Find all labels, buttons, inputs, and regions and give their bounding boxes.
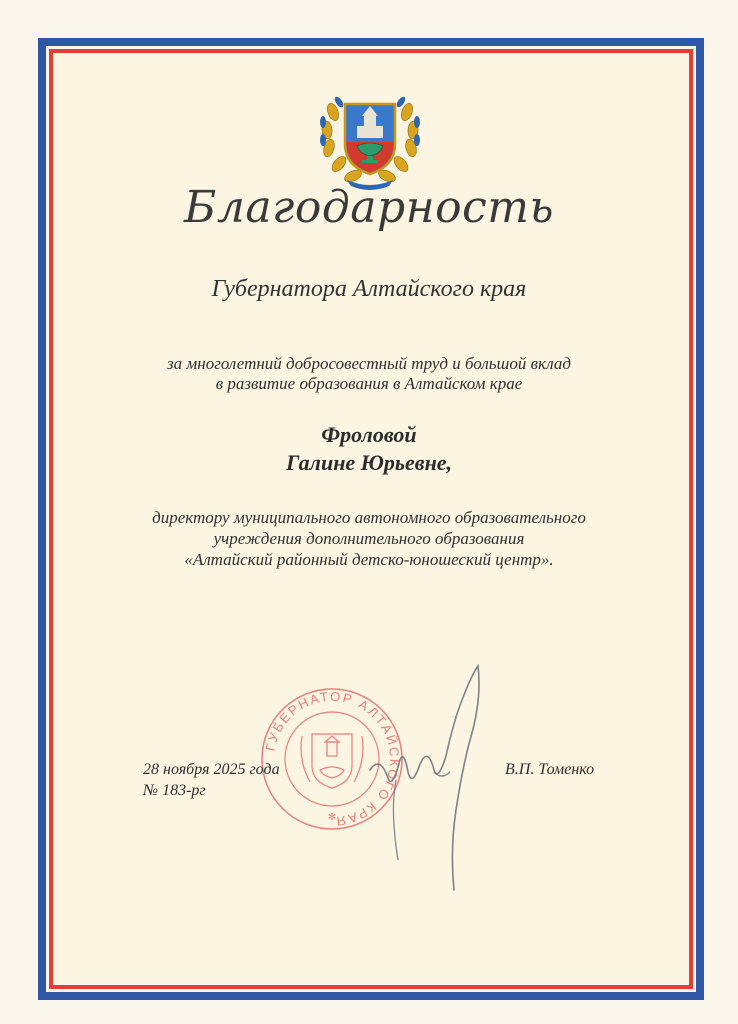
signatory-name: В.П. Томенко xyxy=(505,761,595,778)
recipient-surname: Фроловой xyxy=(321,422,417,447)
svg-text:✻: ✻ xyxy=(327,812,337,823)
position-line-3: «Алтайский районный детско-юношеский центр». xyxy=(184,550,554,569)
order-number: № 183-рг xyxy=(143,782,206,799)
certificate-title: Благодарность xyxy=(184,182,554,233)
signature-icon xyxy=(350,660,500,900)
reason-line-2: в развитие образования в Алтайском крае xyxy=(215,374,523,393)
certificate-subtitle: Губернатора Алтайского края xyxy=(211,276,527,302)
reason-line-1: за многолетний добросовестный труд и большой вклад xyxy=(167,354,571,373)
issue-date: 28 ноября 2025 года xyxy=(143,761,280,778)
coat-of-arms-icon xyxy=(317,82,423,190)
seal-text: ГУБЕРНАТОР АЛТАЙСКОГО КРАЯ xyxy=(262,688,403,830)
recipient-given-names: Галине Юрьевне, xyxy=(285,450,453,475)
position-line-2: учреждения дополнительного образования xyxy=(213,529,525,548)
position-line-1: директору муниципального автономного образовательного xyxy=(152,508,586,527)
